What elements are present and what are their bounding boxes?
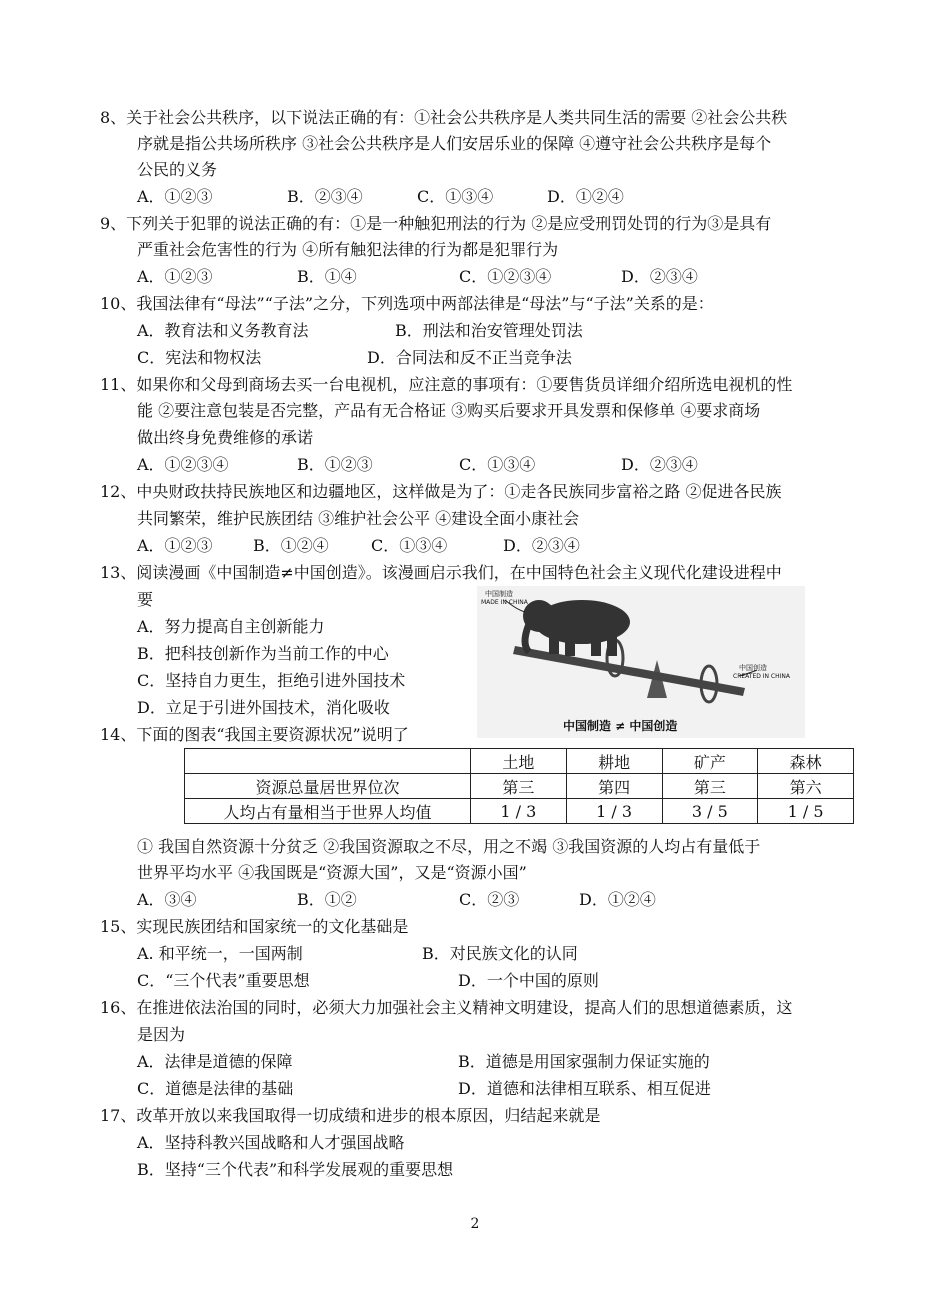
q16-option-c: C．道德是法律的基础 (137, 1079, 294, 1098)
table-cell: 森林 (758, 749, 854, 774)
q14-options (137, 887, 656, 913)
table-cell (185, 749, 471, 774)
q9-option-b: B．①④ (297, 267, 357, 286)
q11-line-1: 11、如果你和父母到商场去买一台电视机，应注意的事项有：①要售货员详细介绍所选电视机的性 (100, 375, 793, 394)
q15-option-d: D．一个中国的原则 (458, 971, 599, 990)
q14-option-a: A．③④ (137, 890, 197, 909)
q17-option-a: A．坚持科教兴国战略和人才强国战略 (137, 1133, 405, 1152)
table-cell: 1 / 3 (471, 799, 567, 824)
q8-option-b: B．②③④ (287, 187, 363, 206)
table-cell: 1 / 5 (758, 799, 854, 824)
q10-options-row-2 (137, 345, 572, 371)
q11-option-b: B．①②③ (297, 455, 373, 474)
q14-note-1: ① 我国自然资源十分贫乏 ②我国资源取之不尽，用之不竭 ③我国资源的人均占有量低于 (137, 837, 761, 856)
q8-option-a: A．①②③ (137, 187, 213, 206)
q8-line-1: 8、关于社会公共秩序，以下说法正确的有：①社会公共秩序是人类共同生活的需要 ②社会公共秩 (100, 108, 788, 127)
q8-options (137, 184, 624, 210)
q11-options (137, 452, 698, 478)
q8-line-3: 公民的义务 (137, 160, 218, 179)
q16-option-d: D．道德和法律相互联系、相互促进 (458, 1079, 711, 1098)
table-cell: 第四 (566, 774, 662, 799)
q11-option-a: A．①②③④ (137, 455, 229, 474)
q11-option-d: D．②③④ (621, 455, 698, 474)
table-row (185, 799, 854, 824)
q12-option-a: A．①②③ (137, 536, 213, 555)
q9-option-a: A．①②③ (137, 267, 213, 286)
cartoon-image (477, 586, 805, 738)
q14-option-d: D．①②④ (579, 890, 656, 909)
label-created-in-china-en: CREATED IN CHINA (733, 673, 790, 680)
cartoon-caption: 中国制造 ≠ 中国创造 (563, 719, 678, 733)
q13-option-a: A．努力提高自主创新能力 (137, 617, 325, 636)
q15-option-b: B．对民族文化的认同 (422, 944, 578, 963)
q14-note-2: 世界平均水平 ④我国既是“资源大国”，又是“资源小国” (137, 863, 527, 882)
q9-option-d: D．②③④ (621, 267, 698, 286)
table-cell: 土地 (471, 749, 567, 774)
label-made-in-china-en: MADE IN CHINA (481, 599, 528, 606)
q10-option-a: A．教育法和义务教育法 (137, 321, 309, 340)
q15-options-row-1 (137, 941, 578, 967)
q10-option-d: D．合同法和反不正当竞争法 (367, 348, 572, 367)
resource-table (184, 748, 854, 824)
elephant-seesaw-illustration (477, 586, 805, 738)
q16-options-row-1 (137, 1049, 710, 1075)
q16-line-1: 16、在推进依法治国的同时，必须大力加强社会主义精神文明建设，提高人们的思想道德素质，这 (100, 998, 793, 1017)
q12-option-d: D．②③④ (503, 536, 580, 555)
q10-option-b: B．刑法和治安管理处罚法 (395, 321, 583, 340)
q15-option-c: C．“三个代表”重要思想 (137, 971, 310, 990)
q10-option-c: C．宪法和物权法 (137, 348, 262, 367)
q12-line-1: 12、中央财政扶持民族地区和边疆地区，这样做是为了：①走各民族同步富裕之路 ②促进各民族 (100, 482, 782, 501)
q14-option-c: C．②③ (459, 890, 520, 909)
q12-option-b: B．①②④ (253, 536, 329, 555)
q16-options-row-2 (137, 1076, 711, 1102)
q9-line-2: 严重社会危害性的行为 ④所有触犯法律的行为都是犯罪行为 (137, 240, 559, 259)
q16-line-2: 是因为 (137, 1025, 186, 1044)
q13-line-2: 要 (137, 590, 154, 609)
q9-line-1: 9、下列关于犯罪的说法正确的有：①是一种触犯刑法的行为 ②是应受刑罚处罚的行为③是具有 (100, 214, 772, 233)
q8-option-d: D．①②④ (547, 187, 624, 206)
q15-line-1: 15、实现民族团结和国家统一的文化基础是 (100, 917, 409, 936)
q13-option-d: D．立足于引进外国技术，消化吸收 (137, 698, 390, 717)
table-cell: 矿产 (662, 749, 758, 774)
q13-line-1: 13、阅读漫画《中国制造≠中国创造》。该漫画启示我们，在中国特色社会主义现代化建设进程中 (100, 563, 782, 582)
q12-line-2: 共同繁荣，维护民族团结 ③维护社会公平 ④建设全面小康社会 (137, 509, 580, 528)
q13-option-b: B．把科技创新作为当前工作的中心 (137, 644, 389, 663)
label-made-in-china: 中国制造 (485, 590, 513, 598)
q15-option-a: A. 和平统一，一国两制 (137, 944, 303, 963)
q12-option-c: C．①③④ (371, 536, 448, 555)
q16-option-b: B．道德是用国家强制力保证实施的 (458, 1052, 710, 1071)
q10-options-row-1 (137, 318, 583, 344)
table-cell: 3 / 5 (662, 799, 758, 824)
q11-line-2: 能 ②要注意包装是否完整，产品有无合格证 ③购买后要求开具发票和保修单 ④要求商场 (137, 401, 761, 420)
table-row (185, 774, 854, 799)
q11-line-3: 做出终身免费维修的承诺 (137, 428, 314, 447)
table-cell: 资源总量居世界位次 (185, 774, 471, 799)
q14-option-b: B．①② (297, 890, 357, 909)
q13-option-c: C．坚持自力更生，拒绝引进外国技术 (137, 671, 406, 690)
table-cell: 人均占有量相当于世界人均值 (185, 799, 471, 824)
q15-options-row-2 (137, 968, 599, 994)
table-header-row (185, 749, 854, 774)
q12-options (137, 533, 580, 559)
q17-line-1: 17、改革开放以来我国取得一切成绩和进步的根本原因，归结起来就是 (100, 1106, 601, 1125)
q8-option-c: C．①③④ (417, 187, 494, 206)
table-cell: 第三 (662, 774, 758, 799)
q8-line-2: 序就是指公共场所秩序 ③社会公共秩序是人们安居乐业的保障 ④遵守社会公共秩序是每个 (137, 134, 772, 153)
table-cell: 耕地 (566, 749, 662, 774)
q9-option-c: C．①②③④ (459, 267, 552, 286)
q9-options (137, 264, 698, 290)
q17-option-b: B．坚持“三个代表”和科学发展观的重要思想 (137, 1160, 454, 1179)
q11-option-c: C．①③④ (459, 455, 536, 474)
q16-option-a: A．法律是道德的保障 (137, 1052, 293, 1071)
q10-line-1: 10、我国法律有“母法”“子法”之分，下列选项中两部法律是“母法”与“子法”关系的是： (100, 294, 714, 313)
label-created-in-china: 中国创造 (739, 664, 767, 672)
table-cell: 第六 (758, 774, 854, 799)
table-cell: 第三 (471, 774, 567, 799)
q14-line-1: 14、下面的图表“我国主要资源状况”说明了 (100, 725, 409, 744)
table-cell: 1 / 3 (566, 799, 662, 824)
page-number: 2 (470, 1216, 480, 1232)
